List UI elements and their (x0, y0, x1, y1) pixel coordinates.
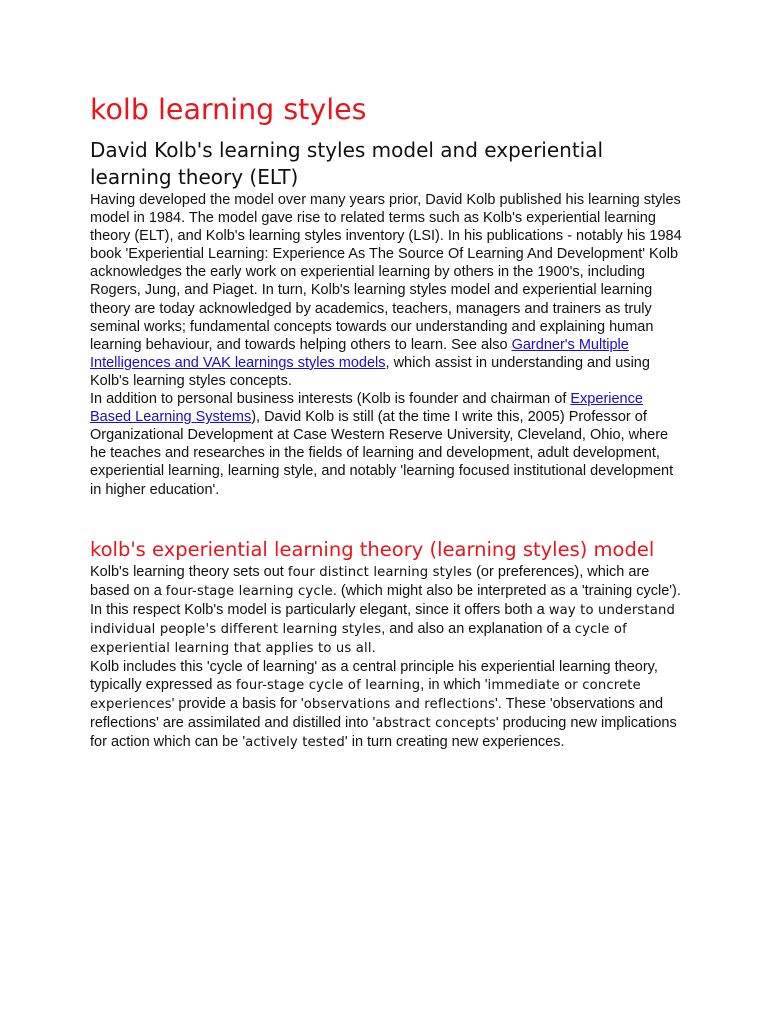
cycle-text: , in which ' (420, 677, 488, 694)
cycle-paragraph (90, 658, 685, 752)
page-title: kolb learning styles (90, 93, 367, 126)
theory-paragraph (90, 563, 685, 658)
theory-text: (or preferences), which are based on a (90, 563, 650, 599)
theory-emphasis: four distinct learning styles (287, 564, 473, 580)
experience-based-learning-link[interactable]: Experience Based Learning Systems (90, 391, 643, 426)
theory-emphasis: cycle of experiential learning that applies to us all (90, 621, 627, 656)
theory-text: . (371, 639, 376, 656)
theory-text: . (which might also be interpreted as a 'training cycle'). In this respect Kolb's model is particularly elegant, since it offers both a (90, 582, 681, 618)
cycle-emphasis: four-stage cycle of learning (235, 678, 421, 694)
cycle-emphasis: abstract concepts (375, 716, 496, 732)
cycle-emphasis: actively tested (245, 735, 345, 751)
theory-emphasis: way to understand individual people's different learning styles (90, 602, 676, 637)
intro-text-end: , which assist in understanding and using Kolb's learning styles concepts. (90, 354, 650, 389)
theory-emphasis: four-stage learning cycle (165, 583, 333, 599)
page-subtitle: David Kolb's learning styles model and experiential learning theory (ELT) (90, 138, 604, 189)
cycle-text: ' producing new implications for action which can be ' (90, 715, 677, 751)
theory-text: , and also an explanation of a (381, 620, 575, 637)
bio-text-start: In addition to personal business interests (Kolb is founder and chairman of (90, 391, 571, 408)
cycle-text: Kolb includes this 'cycle of learning' as a central principle his experiential learning theory, typically expressed as (90, 659, 658, 694)
intro-paragraph (90, 191, 685, 390)
cycle-text: '. These 'observations and reflections' are assimilated and distilled into ' (90, 696, 664, 732)
bio-text-end: ), David Kolb is still (at the time I write this, 2005) Professor of Organizational Development at Case Western Reserve University, Cleveland, Ohio, where he teaches and researches in the fields of learning and development, adult development, experiential learning, learning style, and notably 'learning focused institutional development in higher education'. (90, 409, 674, 498)
cycle-text: ' in turn creating new experiences. (344, 734, 565, 751)
document-page (90, 92, 685, 753)
cycle-text: ' provide a basis for ' (171, 696, 304, 713)
theory-text: Kolb's learning theory sets out (90, 563, 288, 580)
cycle-emphasis: observations and reflections (303, 697, 496, 713)
intro-text-start: Having developed the model over many years prior, David Kolb published his learning styles model in 1984. The model gave rise to related terms such as Kolb's experiential learning theory (ELT), and Kolb's learning styles inventory (LSI). In his publications - notably his 1984 book 'Experiential Learning: Experience As The Source Of Learning And Development' Kolb acknowledges the early work on experiential learning by others in the 1900's, including Rogers, Jung, and Piaget. In turn, Kolb's learning styles model and experiential learning theory are today acknowledged by academics, teachers, managers and trainers as truly seminal works; fundamental concepts towards our understanding and explaining human learning behaviour, and towards helping others to learn. See also (90, 192, 682, 353)
gardner-vak-link[interactable]: Gardner's Multiple Intelligences and VAK learnings styles models (90, 336, 629, 371)
section-title: kolb's experiential learning theory (learning styles) model (90, 537, 655, 561)
kolb-bio-paragraph (90, 390, 685, 499)
cycle-emphasis: immediate or concrete experiences (90, 678, 641, 713)
